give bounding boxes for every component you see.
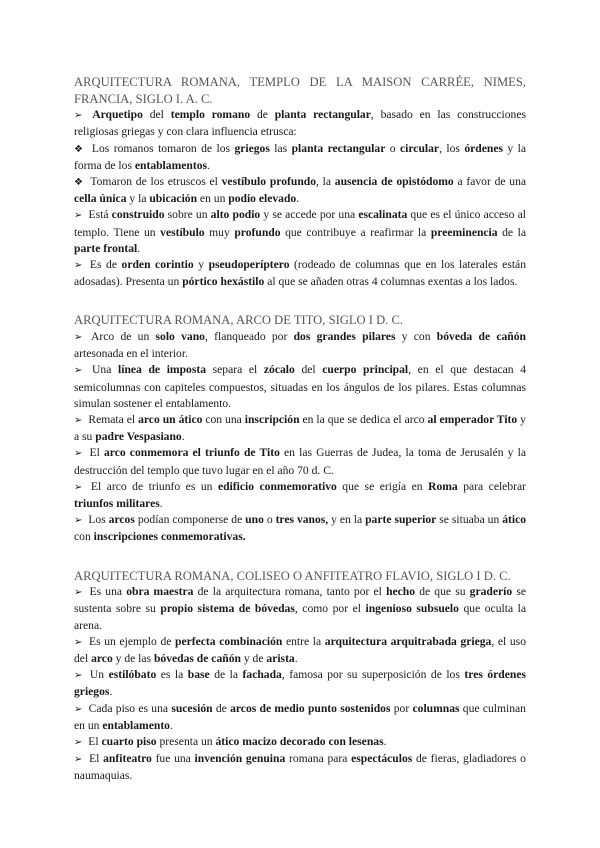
section-title: ARQUITECTURA ROMANA, ARCO DE TITO, SIGLO I D. C. (74, 313, 404, 328)
text: Es un ejemplo de (85, 634, 176, 648)
bold-text: arco conmemora el triunfo de Tito (103, 446, 280, 460)
text: Un (85, 668, 109, 682)
section-title: ARQUITECTURA ROMANA, TEMPLO DE LA MAISON CARRÉE, NIMES, FRANCIA, SIGLO I. A. C. (74, 75, 526, 106)
text: . (169, 718, 173, 732)
bold-text: arcos de medio punto sostenidos (230, 701, 391, 715)
text: artesonada en el interior. (74, 347, 188, 361)
bold-text: orden corintio (121, 258, 194, 272)
arrow-bullet-icon: ➢ (74, 636, 83, 648)
text: de la (497, 225, 526, 239)
bullet-paragraph (74, 734, 526, 751)
text: . (294, 652, 298, 666)
bullet-paragraph (74, 701, 526, 734)
bold-text: ático (502, 513, 527, 527)
bold-text: propio sistema de bóvedas (160, 602, 295, 616)
text: . (181, 430, 185, 444)
bullet-paragraph (74, 329, 526, 362)
text: que oculta la arena. (74, 602, 526, 632)
text: con una (202, 413, 245, 427)
bold-text: planta rectangular (291, 141, 386, 155)
text: , como por el (294, 602, 366, 616)
bold-text: tres órdenes griegos (74, 668, 526, 699)
text: . (109, 685, 113, 699)
text: El arco de triunfo es un (85, 479, 218, 493)
arrow-bullet-icon: ➢ (74, 703, 83, 715)
bold-text: bóvedas de cañón (153, 652, 241, 666)
text: de (212, 701, 231, 715)
text: y se accede por una (260, 208, 359, 222)
text: de (250, 108, 275, 122)
bold-text: triunfos militares (74, 497, 160, 511)
bold-text: graderío (469, 585, 513, 599)
bold-text: planta rectangular (274, 108, 371, 122)
text: por (390, 701, 413, 715)
bold-text: profundo (234, 225, 281, 239)
arrow-bullet-icon: ➢ (74, 365, 83, 377)
bold-text: inscripciones conmemorativas. (93, 530, 246, 544)
text: muy (204, 225, 235, 239)
bold-text: al emperador Tito (427, 413, 518, 427)
text: se situaba un (436, 513, 503, 527)
text: al que se añaden otras 4 columnas exentas a los lados. (264, 275, 518, 289)
bold-text: cuerpo principal (322, 363, 409, 377)
text: El (85, 446, 104, 460)
text: y en la (328, 513, 366, 527)
bullet-paragraph (74, 362, 526, 412)
text: Es una (85, 585, 127, 599)
text: . (207, 158, 210, 172)
text: del (142, 108, 171, 122)
text: con (74, 530, 94, 544)
bold-text: órdenes (464, 141, 503, 155)
text: que se erigía en (336, 479, 429, 493)
text: fue una (151, 752, 195, 766)
section-maison-carree (74, 74, 526, 290)
bold-text: arco un ático (138, 413, 203, 427)
bold-text: cuarto piso (101, 735, 157, 749)
text: Tomaron de los etruscos el (86, 175, 222, 188)
bold-text: estilóbato (108, 668, 157, 682)
text: para celebrar (457, 479, 526, 493)
text: , el uso del (74, 634, 526, 666)
arrow-bullet-icon: ➢ (74, 110, 83, 122)
section-coliseo (74, 568, 526, 785)
bold-text: entablamentos (134, 158, 207, 172)
text: las (269, 141, 292, 155)
text: y con (395, 330, 437, 344)
diamond-bullet-icon: ❖ (74, 177, 84, 188)
bullet-paragraph (74, 141, 526, 174)
section-title: ARQUITECTURA ROMANA, COLISEO O ANFITEATRO FLAVIO, SIGLO I D. C. (74, 568, 511, 583)
bold-text: arista (266, 652, 295, 666)
text: , famosa por su superposición de los (281, 668, 465, 682)
text: presenta un (156, 735, 216, 749)
bold-text: Arquetipo (92, 108, 143, 122)
text: Una (85, 363, 118, 377)
text: entre la (282, 634, 325, 648)
bold-text: columnas (412, 701, 460, 715)
arrow-bullet-icon: ➢ (74, 515, 83, 527)
text: de que su (415, 585, 470, 599)
arrow-bullet-icon: ➢ (74, 210, 83, 222)
bold-text: preeminencia (430, 225, 498, 239)
text: . (383, 735, 387, 749)
text: y la forma de los (74, 141, 527, 172)
text: se sustenta sobre su (74, 585, 526, 616)
section-body (74, 584, 526, 784)
bold-text: Roma (428, 479, 458, 493)
text: , en el que destacan 4 semicolumnas con capiteles compuestos, situadas en los ángulos de los pilares. Estas columnas simulan sostener el entablamento. (74, 363, 526, 410)
bold-text: anfiteatro (103, 752, 152, 766)
arrow-bullet-icon: ➢ (74, 332, 83, 344)
arrow-bullet-icon: ➢ (74, 754, 83, 766)
text: Los (85, 513, 109, 527)
bold-text: invención genuina (194, 752, 286, 766)
bold-text: dos grandes pilares (293, 330, 396, 344)
bold-text: parte frontal (74, 241, 138, 255)
text: , flanqueado por (204, 330, 294, 344)
text: de fieras, gladiadores o naumaquias. (74, 752, 526, 783)
bold-text: tres vanos, (275, 513, 329, 527)
arrow-bullet-icon: ➢ (74, 481, 83, 493)
text: y de (240, 652, 267, 666)
text: de la (209, 668, 243, 682)
bullet-paragraph (74, 479, 526, 512)
text: Está (85, 208, 112, 222)
text: y de las (112, 652, 154, 666)
bullet-paragraph (74, 174, 526, 207)
text: sobre un (164, 208, 211, 222)
bold-text: ausencia de opistódomo (334, 175, 454, 188)
bold-text: bóveda de cañón (436, 330, 526, 344)
bold-text: circular (400, 141, 440, 155)
text: y (193, 258, 209, 272)
bold-text: parte superior (365, 513, 437, 527)
bold-text: solo vano (155, 330, 205, 344)
bold-text: templo romano (170, 108, 251, 122)
text: es la (156, 668, 188, 682)
section-arco-de-tito (74, 312, 526, 545)
bold-text: línea de imposta (118, 363, 206, 377)
text: Arco de un (85, 330, 156, 344)
text: separa el (206, 363, 264, 377)
bold-text: uno (245, 513, 264, 527)
text: Los romanos tomaron de los (87, 141, 235, 155)
text: que contribuye a reafirmar la (280, 225, 431, 239)
text: . (296, 192, 300, 206)
bold-text: pseudoperíptero (208, 258, 290, 272)
arrow-bullet-icon: ➢ (74, 587, 83, 599)
bold-text: griegos (234, 141, 270, 155)
bullet-paragraph (74, 107, 526, 140)
bold-text: escalinata (358, 208, 408, 222)
bullet-paragraph (74, 512, 526, 545)
text: (rodeado de columnas que en los laterales están adosadas). Presenta un (74, 258, 527, 289)
section-body (74, 329, 526, 546)
bullet-paragraph (74, 207, 526, 257)
bold-text: construido (111, 208, 165, 222)
bullet-paragraph (74, 445, 526, 478)
text: romana para (285, 752, 352, 766)
bold-text: hecho (386, 585, 416, 599)
text: que culminan en un (74, 701, 526, 732)
text: Es de (85, 258, 122, 272)
arrow-bullet-icon: ➢ (74, 737, 83, 749)
text: en la que se dedica el arco (299, 413, 428, 427)
bold-text: cella única (74, 192, 127, 206)
text: en las Guerras de Judea, la toma de Jerusalén y la destrucción del templo que tuvo lugar en el año 70 d. C. (74, 446, 526, 477)
text: Cada piso es una (85, 701, 172, 715)
bold-text: entablamento (102, 718, 170, 732)
text: que es el único acceso al templo. Tiene un (74, 208, 526, 239)
text: en un (197, 192, 229, 206)
text: , basado en las construcciones religiosas griegas y con clara influencia etrusca: (74, 108, 526, 139)
bold-text: pórtico hexástilo (182, 275, 265, 289)
bold-text: base (187, 668, 210, 682)
text: El (85, 735, 102, 749)
bold-text: obra maestra (126, 585, 194, 599)
bold-text: ingenioso subsuelo (365, 602, 459, 616)
text: podían componerse de (134, 513, 246, 527)
bullet-paragraph (74, 667, 526, 700)
bullet-paragraph (74, 634, 526, 667)
text: a favor de una (453, 175, 527, 188)
text: . (159, 497, 163, 511)
arrow-bullet-icon: ➢ (74, 448, 83, 460)
bold-text: edificio conmemorativo (217, 479, 337, 493)
bold-text: inscripción (244, 413, 300, 427)
section-body (74, 107, 526, 290)
text: o (263, 513, 276, 527)
bold-text: arquitectura arquitrabada griega (324, 634, 492, 648)
bold-text: vestíbulo (160, 225, 205, 239)
arrow-bullet-icon: ➢ (74, 415, 83, 427)
document-page (74, 74, 526, 807)
bold-text: sucesión (171, 701, 213, 715)
text: , la (316, 175, 335, 188)
text: del (294, 363, 323, 377)
bold-text: ubicación (149, 192, 198, 206)
text: El (85, 752, 104, 766)
diamond-bullet-icon: ❖ (74, 143, 85, 155)
bold-text: vestíbulo profundo (221, 175, 317, 188)
bold-text: fachada (242, 668, 282, 682)
bold-text: arco (91, 652, 113, 666)
text: o (385, 141, 400, 155)
bold-text: padre Vespasiano (95, 430, 182, 444)
text: Remata el (85, 413, 139, 427)
bullet-paragraph (74, 751, 526, 784)
text: y a su (74, 413, 526, 444)
bold-text: espectáculos (351, 752, 413, 766)
text: y la (126, 192, 150, 206)
text: , los (439, 141, 465, 155)
text: . (137, 241, 141, 255)
arrow-bullet-icon: ➢ (74, 670, 83, 682)
bold-text: podio elevado (228, 192, 297, 206)
bullet-paragraph (74, 257, 526, 290)
bold-text: alto podio (210, 208, 261, 222)
arrow-bullet-icon: ➢ (74, 260, 83, 272)
bold-text: ático macizo decorado con lesenas (215, 735, 384, 749)
bold-text: zócalo (263, 363, 295, 377)
bullet-paragraph (74, 584, 526, 634)
bold-text: arcos (108, 513, 135, 527)
bullet-paragraph (74, 412, 526, 445)
text: de la arquitectura romana, tanto por el (193, 585, 387, 599)
bold-text: perfecta combinación (175, 634, 283, 648)
